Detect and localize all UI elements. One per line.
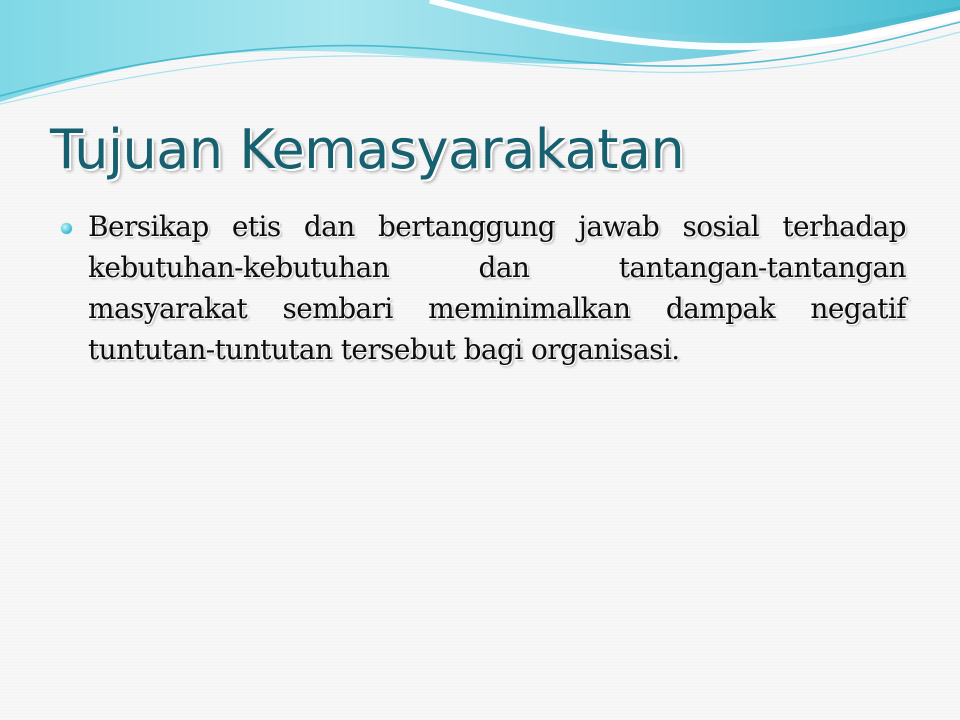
- bullet-text: Bersikap etis dan bertanggung jawab sosial terhadap kebutuhan-kebutuhan dan tantangan-tantangan masyarakat sembari meminimalkan dampak negatif tuntutan-tuntutan tersebut bagi organisasi.: [88, 210, 906, 366]
- header-wave-decoration: [0, 0, 960, 110]
- slide-title: Tujuan Kemasyarakatan: [50, 118, 685, 181]
- bullet-item: [60, 206, 906, 370]
- bullet-list: [60, 206, 906, 370]
- teal-dot-bullet-icon: [61, 223, 72, 234]
